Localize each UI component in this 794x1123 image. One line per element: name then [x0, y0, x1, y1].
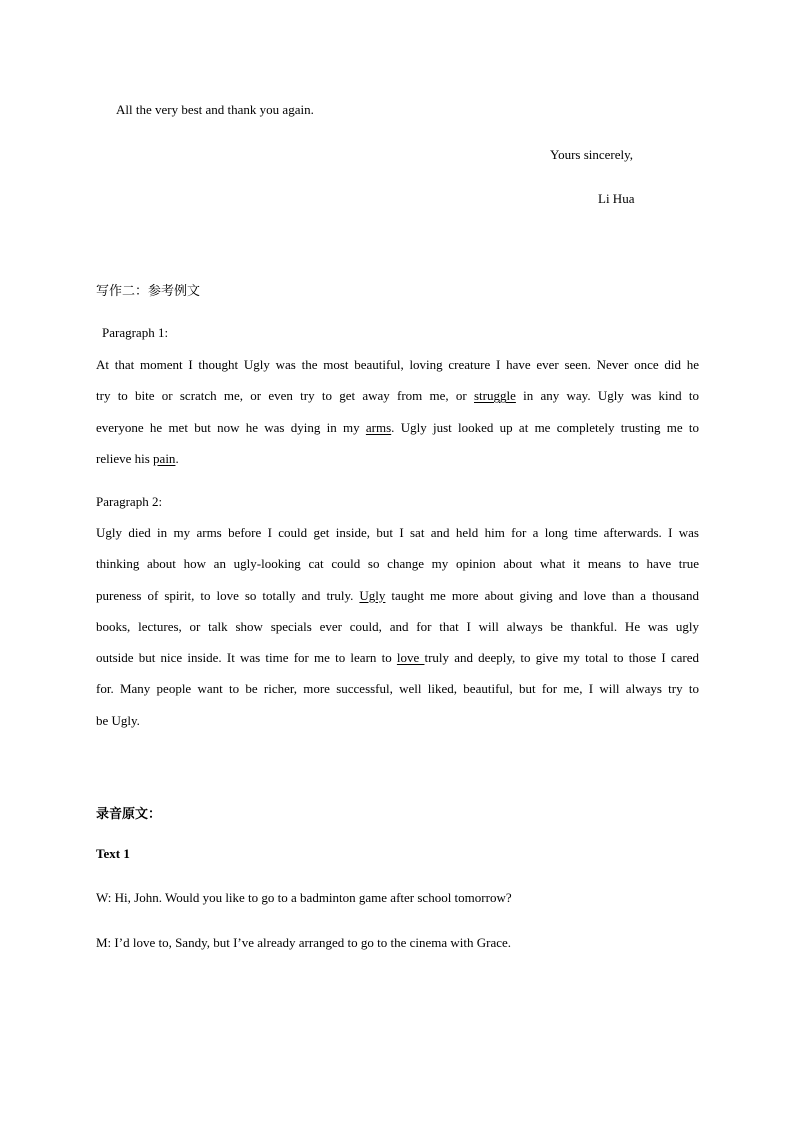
paragraph-1-body [96, 349, 699, 474]
text-1-label: Text 1 [96, 846, 130, 861]
paragraph-2-body [96, 517, 699, 736]
paragraph-line: outside but nice inside. It was time for me to learn to love truly and deeply, to give my total to those I cared [96, 650, 699, 666]
underlined-word: love [396, 650, 425, 666]
dialog-line-w: W: Hi, John. Would you like to go to a badminton game after school tomorrow? [96, 890, 512, 905]
underlined-word: Ugly [359, 587, 386, 603]
letter-sign-off: Yours sincerely, [550, 147, 634, 162]
dialog-line-m: M: I’d love to, Sandy, but I’ve already arranged to go to the cinema with Grace. [96, 935, 512, 950]
paragraph-line: for. Many people want to be richer, more successful, well liked, beautiful, but for me, I will always try to [96, 681, 699, 697]
underlined-word: pain [153, 450, 176, 466]
paragraph-2-label: Paragraph 2: [96, 494, 163, 509]
paragraph-line: everyone he met but now he was dying in my arms. Ugly just looked up at me completely trusting me to [96, 419, 699, 435]
paragraph-line: books, lectures, or talk show specials ever could, and for that I will always be thankful. He was ugly [96, 618, 699, 634]
paragraph-line: thinking about how an ugly-looking cat could so change my opinion about what it means to have true [96, 556, 699, 572]
paragraph-line: At that moment I thought Ugly was the most beautiful, loving creature I have ever seen. Never once did he [96, 357, 699, 372]
underlined-word: arms [365, 419, 392, 435]
paragraph-line: pureness of spirit, to love so totally and truly. Ugly taught me more about giving and love than a thousand [96, 587, 699, 603]
paragraph-line: be Ugly. [96, 712, 140, 728]
transcript-section-heading: 录音原文： [96, 807, 162, 822]
letter-closing: All the very best and thank you again. [116, 102, 314, 117]
paragraph-line: relieve his pain. [96, 450, 179, 466]
writing-section-heading: 写作二：参考例文 [96, 284, 201, 299]
paragraph-1-label: Paragraph 1: [102, 325, 169, 340]
paragraph-line: try to bite or scratch me, or even try to get away from me, or struggle in any way. Ugly was kind to [96, 388, 700, 404]
underlined-word: struggle [474, 388, 516, 404]
paragraph-line: Ugly died in my arms before I could get inside, but I sat and held him for a long time afterwards. I was [96, 525, 699, 540]
letter-signature: Li Hua [598, 191, 635, 206]
